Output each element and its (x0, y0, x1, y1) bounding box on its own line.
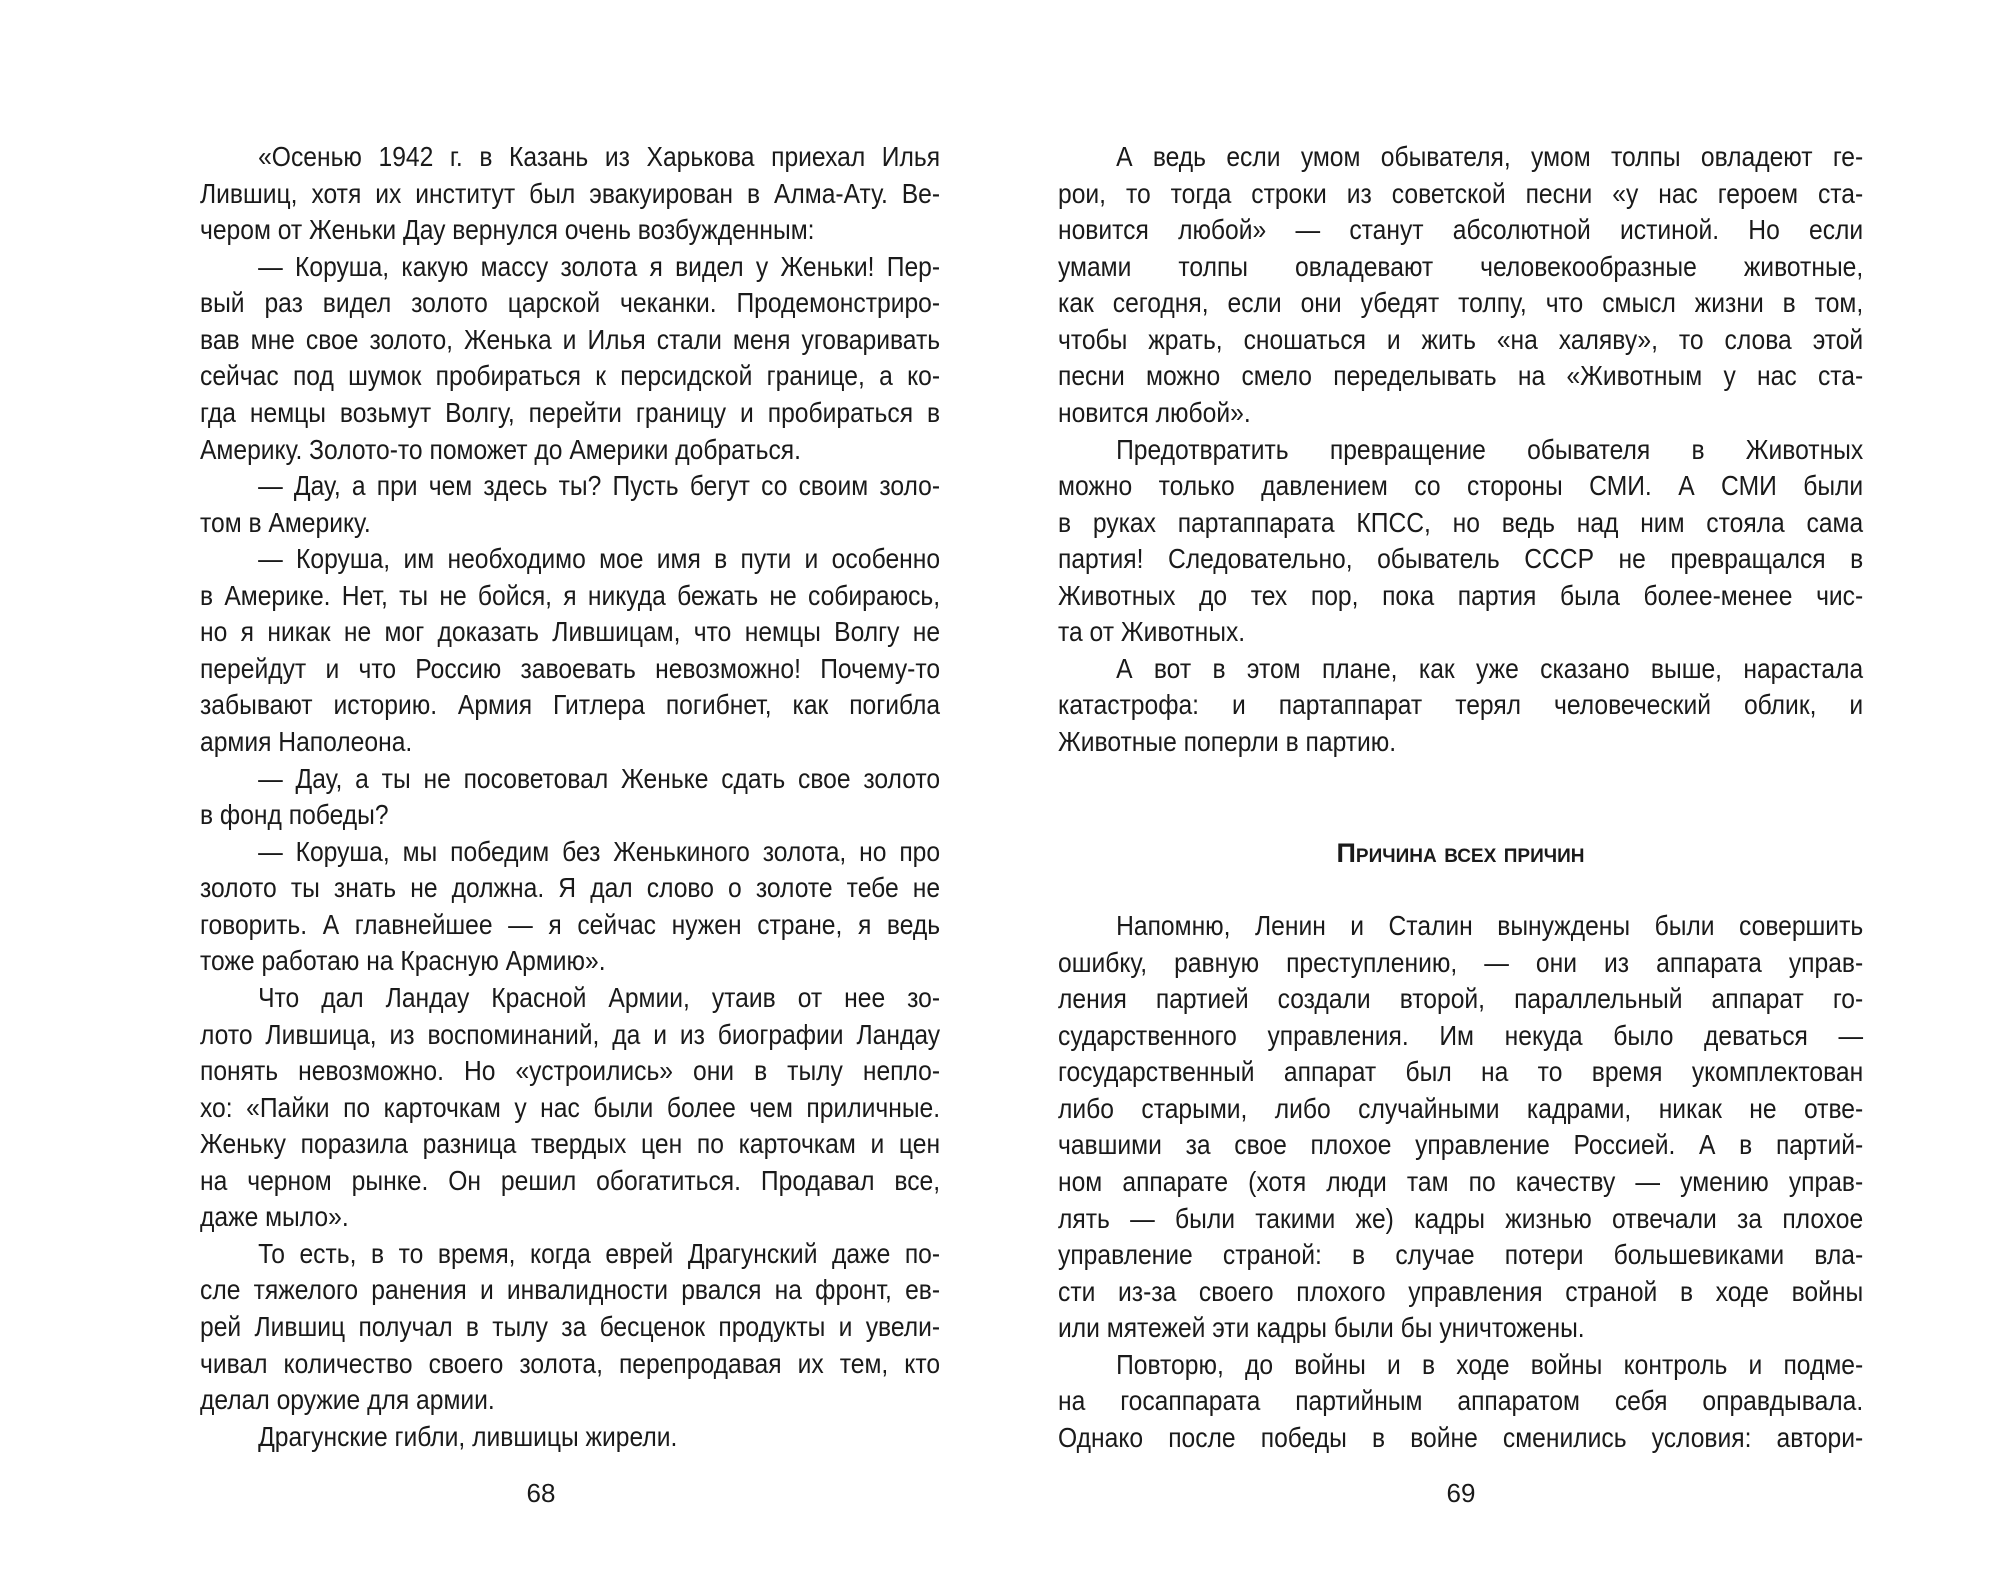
paragraph (200, 541, 940, 760)
paragraph (200, 834, 940, 980)
text-line: — Коруша, им необходимо мое имя в пути и особенно (258, 543, 941, 575)
text-line: забывают историю. Армия Гитлера погибнет, как погибла (200, 689, 941, 721)
text-line: гда немцы возьмут Волгу, перейти границу и пробираться в (200, 396, 941, 428)
text-line: в руках партаппарата КПСС, но ведь над ним стояла сама (1058, 506, 1864, 538)
text-line: на госаппарата партийным аппаратом себя оправдывала. (1058, 1385, 1864, 1417)
text-line: даже мыло». (200, 1201, 349, 1233)
text-line: на черном рынке. Он решил обогатиться. Продавал все, (200, 1164, 941, 1196)
text-line: делал оружие для армии. (200, 1384, 495, 1416)
text-line: Что дал Ландау Красной Армии, утаив от нее зо- (258, 981, 941, 1013)
paragraph (200, 980, 940, 1236)
text-line: ления партией создали второй, параллельный аппарат го- (1058, 983, 1864, 1015)
text-line: новится любой». (1058, 396, 1251, 428)
text-line: «Осенью 1942 г. в Казань из Харькова приехал Илья (258, 141, 941, 172)
text-line: — Коруша, какую массу золота я видел у Женьки! Пер- (258, 250, 941, 282)
text-line: та от Животных. (1058, 616, 1246, 648)
text-line: говорить. А главнейшее — я сейчас нужен стране, я ведь (200, 908, 941, 940)
text-line: но я никак не мог доказать Лившицам, что немцы Волгу не (200, 616, 941, 648)
text-line: То есть, в то время, когда еврей Драгунский даже по- (258, 1237, 941, 1269)
text-line: в фонд победы? (200, 799, 389, 831)
text-line: рои, то тогда строки из советской песни «у нас героем ста- (1058, 177, 1864, 209)
text-line: лото Лившица, из воспоминаний, да и из биографии Ландау (200, 1018, 941, 1050)
text-line: государственный аппарат был на то время укомплектован (1058, 1056, 1864, 1088)
text-line: Америку. Золото-то поможет до Америки добраться. (200, 433, 801, 465)
text-line: чивал количество своего золота, перепродавая их тем, кто (200, 1347, 941, 1379)
text-line: чтобы жрать, сношаться и жить «на халяву», то слова этой (1058, 323, 1864, 355)
left-page-body (200, 139, 940, 1455)
text-line: — Дау, а при чем здесь ты? Пусть бегут со своим золо- (258, 470, 941, 502)
text-line: умами толпы овладевают человекообразные животные, (1058, 250, 1864, 282)
text-line: Женьку поразила разница твердых цен по карточкам и цен (200, 1128, 941, 1160)
text-line: А вот в этом плане, как уже сказано выше, нарастала (1116, 652, 1864, 684)
text-line: Напомню, Ленин и Сталин вынуждены были совершить (1116, 910, 1864, 941)
text-line: Однако после победы в войне сменились условия: автори- (1058, 1421, 1864, 1453)
text-line: лять — были такими же) кадры жизнью отвечали за плохое (1058, 1202, 1864, 1234)
text-line: А ведь если умом обывателя, умом толпы овладеют ге- (1116, 141, 1864, 172)
text-line: сле тяжелого ранения и инвалидности рвался на фронт, ев- (200, 1274, 941, 1306)
text-line: армия Наполеона. (200, 726, 413, 757)
text-line: хо: «Пайки по карточкам у нас были более чем приличные. (200, 1091, 941, 1123)
paragraph (1058, 1347, 1863, 1457)
text-line: можно только давлением со стороны СМИ. А СМИ были (1058, 470, 1864, 502)
text-line: чером от Женьки Дау вернулся очень возбужденным: (200, 214, 815, 246)
paragraph (200, 761, 940, 834)
text-line: сти из-за своего плохого управления страной в ходе войны (1058, 1275, 1864, 1307)
right-page-body-bottom (1058, 908, 1863, 1456)
paragraph (1058, 432, 1863, 651)
text-line: Повторю, до войны и в ходе войны контроль и подме- (1116, 1348, 1864, 1380)
text-line: Предотвратить превращение обывателя в Животных (1116, 433, 1864, 465)
paragraph (200, 1419, 940, 1456)
text-line: сударственного управления. Им некуда было деваться — (1058, 1019, 1864, 1051)
text-line: катастрофа: и партаппарат терял человеческий облик, и (1058, 689, 1864, 721)
text-line: вав мне свое золото, Женька и Илья стали меня уговаривать (200, 323, 941, 355)
paragraph (200, 468, 940, 541)
text-line: Лившиц, хотя их институт был эвакуирован в Алма-Ату. Ве- (200, 177, 941, 209)
text-line: понять невозможно. Но «устроились» они в тылу непло- (200, 1055, 941, 1087)
text-line: партия! Следовательно, обыватель СССР не превращался в (1058, 543, 1864, 575)
paragraph (1058, 908, 1863, 1347)
text-line: — Коруша, мы победим без Женькиного золота, но про (258, 835, 941, 867)
text-line: Животных до тех пор, пока партия была более-менее чис- (1058, 579, 1864, 611)
text-line: в Америке. Нет, ты не бойся, я никуда бежать не собираюсь, (200, 579, 941, 611)
text-line: перейдут и что Россию завоевать невозможно! Почему-то (200, 652, 941, 684)
section-heading: Причина всех причин (1336, 838, 1585, 868)
text-line: либо старыми, либо случайными кадрами, никак не отве- (1058, 1092, 1864, 1124)
text-line: ном аппарате (хотя люди там по качеству — умению управ- (1058, 1165, 1864, 1197)
page-number-left: 68 (526, 1478, 556, 1508)
text-line: том в Америку. (200, 506, 371, 538)
paragraph (1058, 139, 1863, 432)
text-line: Драгунские гибли, лившицы жирели. (258, 1420, 678, 1452)
text-line: рей Лившиц получал в тылу за бесценок продукты и увели- (200, 1311, 941, 1342)
text-line: вый раз видел золото царской чеканки. Продемонстриро- (200, 287, 941, 319)
paragraph (200, 249, 940, 468)
page-number-right: 69 (1446, 1478, 1476, 1508)
text-line: Животные поперли в партию. (1058, 726, 1397, 757)
text-line: — Дау, а ты не посоветовал Женьке сдать свое золото (258, 762, 941, 794)
text-line: золото ты знать не должна. Я дал слово о золоте тебе не (200, 872, 941, 904)
paragraph (200, 139, 940, 249)
text-line: ошибку, равную преступлению, — они из аппарата управ- (1058, 946, 1864, 978)
text-line: управление страной: в случае потери большевиками вла- (1058, 1239, 1864, 1271)
text-line: как сегодня, если они убедят толпу, что смысл жизни в том, (1058, 287, 1864, 319)
text-line: чавшими за свое плохое управление Россией. А в партий- (1058, 1129, 1864, 1161)
text-line: тоже работаю на Красную Армию». (200, 945, 606, 977)
text-line: или мятежей эти кадры были бы уничтожены. (1058, 1312, 1585, 1344)
text-line: песни можно смело переделывать на «Животным у нас ста- (1058, 360, 1864, 392)
right-page-body-top (1058, 139, 1863, 761)
text-line: сейчас под шумок пробираться к персидской границе, а ко- (200, 360, 941, 392)
paragraph (1058, 651, 1863, 761)
text-line: новится любой» — станут абсолютной истиной. Но если (1058, 214, 1864, 246)
paragraph (200, 1236, 940, 1419)
